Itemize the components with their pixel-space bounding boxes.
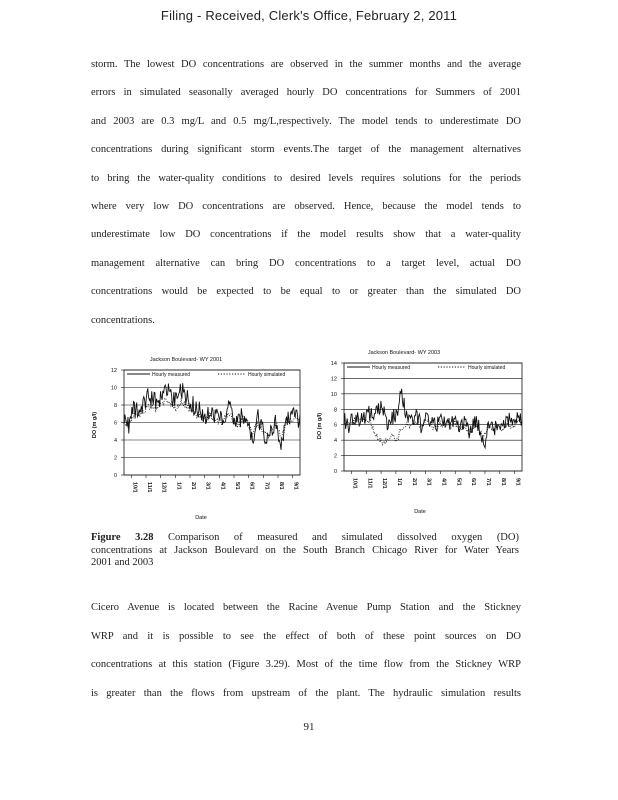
y-tick-label: 4 (113, 438, 117, 444)
x-tick-label: 12/1 (381, 478, 388, 489)
x-tick-label: 8/1 (499, 478, 506, 486)
text-line: concentrations during significant storm events.The target of the management alternatives (91, 144, 521, 156)
y-tick-label: 8 (333, 407, 337, 414)
x-tick-label: 2/1 (190, 482, 196, 490)
y-tick-label: 14 (330, 361, 337, 367)
x-tick-label: 9/1 (292, 482, 299, 490)
text-line: WRP and it is possible to see the effect of both of these point sources on DO (91, 630, 521, 642)
text-line: is greater than the flows from upstream of the plant. The hydraulic simulation results (91, 687, 521, 699)
chart-wy-2001 (86, 350, 316, 522)
y-tick-label: 10 (330, 391, 337, 398)
text-line: underestimate low DO concentrations if the model results show that a water-quality (91, 229, 521, 241)
x-tick-label: 4/1 (219, 482, 226, 490)
x-tick-label: 6/1 (248, 482, 255, 490)
text-line: Cicero Avenue is located between the Racine Avenue Pump Station and the Stickney (91, 602, 521, 613)
body-paragraph-1 (91, 58, 521, 342)
text-line: management alternative can bring DO concentrations to a target level, actual DO (91, 257, 521, 269)
x-axis-label: Date (195, 515, 207, 521)
y-tick-label: 6 (333, 422, 337, 429)
text-line: concentrations at this station (Figure 3.29). Most of the time flow from the Stickney WRP (91, 659, 521, 671)
x-tick-label: 12/1 (160, 482, 167, 493)
x-tick-label: 1/1 (395, 478, 402, 486)
x-tick-label: 6/1 (470, 478, 477, 486)
x-tick-label: 7/1 (484, 478, 491, 486)
x-tick-label: 3/1 (204, 482, 211, 490)
x-tick-label: 10/1 (351, 478, 358, 489)
y-tick-label: 2 (113, 455, 117, 462)
y-tick-label: 0 (113, 473, 117, 479)
y-axis-label: DO (m g/l) (317, 412, 323, 440)
legend-measured-label: Hourly measured (152, 372, 191, 378)
x-tick-label: 11/1 (146, 482, 152, 493)
page-number: 91 (303, 721, 315, 733)
x-tick-label: 2/1 (410, 478, 417, 486)
text-line: concentrations would be expected to be equal to or greater than the simulated DO (91, 286, 521, 298)
plot-frame (344, 363, 522, 471)
legend-measured-label: Hourly measured (372, 365, 411, 371)
caption-line (91, 532, 519, 545)
x-tick-label: 9/1 (514, 478, 521, 486)
caption-line: concentrations at Jackson Boulevard on the South Branch Chicago River for Water Years (91, 544, 519, 556)
text-line: and 2003 are 0.3 mg/L and 0.5 mg/L,respectively. The model tends to underestimate DO (91, 115, 521, 127)
x-tick-label: 7/1 (263, 482, 270, 490)
x-axis-label: Date (414, 509, 426, 515)
legend-simulated-label: Hourly simulated (248, 372, 286, 378)
x-tick-label: 10/1 (131, 482, 138, 493)
chart-title: Jackson Boulevard- WY 2001 (149, 357, 223, 363)
filing-header: Filing - Received, Clerk's Office, February 2, 2011 (160, 8, 458, 23)
x-tick-label: 11/1 (366, 478, 373, 489)
figure-label: Figure 3.28 (91, 532, 154, 543)
y-axis-label: DO (m g/l) (92, 411, 98, 439)
chart-title: Jackson Boulevard- WY 2003 (367, 350, 441, 356)
figure-caption (91, 532, 519, 570)
x-tick-label: 3/1 (425, 478, 432, 486)
y-tick-label: 4 (333, 438, 337, 445)
y-tick-label: 2 (333, 453, 337, 460)
series-line-measured (344, 389, 522, 448)
x-tick-label: 1/1 (175, 482, 182, 490)
x-tick-label: 4/1 (440, 478, 447, 486)
y-tick-label: 12 (110, 368, 117, 374)
x-tick-label: 5/1 (234, 482, 240, 490)
caption-text: Comparison of measured and simulated dissolved oxygen (DO) (153, 532, 519, 543)
y-tick-label: 0 (333, 469, 337, 475)
chart-wy-2003 (316, 343, 526, 515)
x-tick-label: 5/1 (455, 478, 462, 486)
y-tick-label: 6 (113, 420, 117, 427)
y-tick-label: 10 (110, 385, 117, 392)
text-line: concentrations. (91, 314, 155, 326)
y-tick-label: 12 (330, 376, 337, 383)
body-paragraph-2 (91, 601, 521, 715)
legend-simulated-label: Hourly simulated (468, 365, 506, 371)
text-line: errors in simulated seasonally averaged hourly DO concentrations for Summers of 2001 (91, 87, 521, 99)
x-tick-label: 8/1 (278, 482, 284, 490)
text-line: to bring the water-quality conditions to desired levels requires solutions for the periods (91, 172, 521, 184)
caption-line: 2001 and 2003 (91, 557, 154, 568)
text-line: storm. The lowest DO concentrations are observed in the summer months and the average (91, 59, 521, 70)
y-tick-label: 8 (113, 403, 117, 409)
text-line: where very low DO concentrations are observed. Hence, because the model tends to (91, 200, 521, 212)
